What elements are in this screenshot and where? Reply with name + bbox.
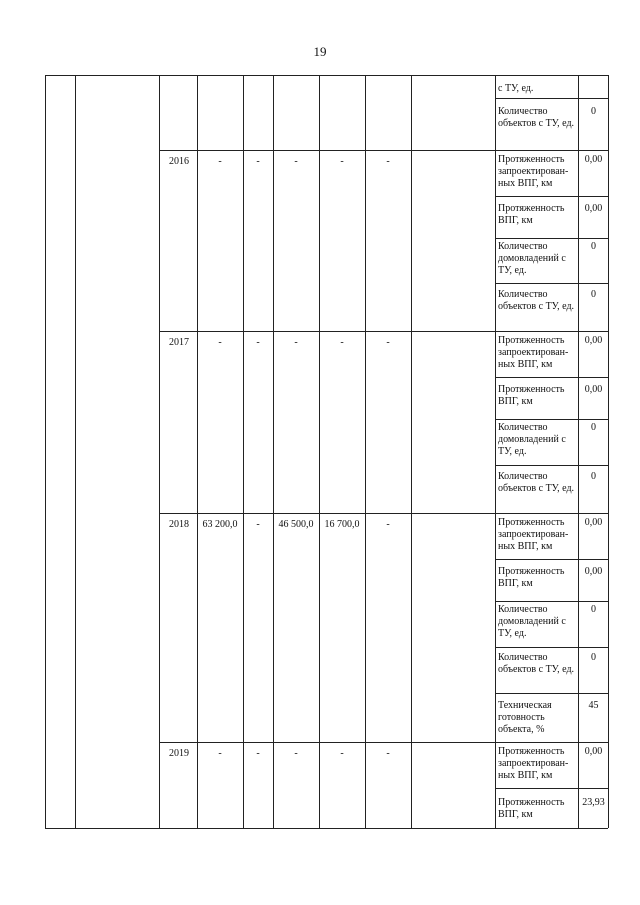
amount-cell: 46 500,0 — [278, 519, 314, 530]
amount-cell: - — [294, 156, 298, 167]
year-cell: 2017 — [169, 337, 189, 348]
indicator-value: 0,00 — [584, 517, 603, 528]
amount-cell: - — [256, 337, 260, 348]
indicator-row-divider — [495, 419, 608, 420]
amount-cell: - — [218, 337, 222, 348]
column-divider — [495, 75, 496, 828]
amount-cell: - — [340, 337, 344, 348]
indicator-label: Количество объектов с ТУ, ед. — [498, 106, 575, 130]
year-row-divider — [159, 331, 608, 332]
indicator-row-divider — [495, 98, 608, 99]
indicator-label: Протяженность ВПГ, км — [498, 797, 565, 821]
indicator-label: Количество объектов с ТУ, ед. — [498, 471, 575, 495]
amount-cell: - — [386, 519, 390, 530]
amount-cell: - — [218, 748, 222, 759]
indicator-label: Протяженность запроектирован-ных ВПГ, км — [498, 154, 569, 190]
column-divider — [197, 75, 198, 828]
amount-cell: 63 200,0 — [202, 519, 238, 530]
year-cell: 2019 — [169, 748, 189, 759]
amount-cell: - — [386, 156, 390, 167]
table-border-right — [608, 75, 609, 828]
indicator-label: Протяженность ВПГ, км — [498, 203, 565, 227]
indicator-value: 0,00 — [584, 746, 603, 757]
indicator-label: Количество объектов с ТУ, ед. — [498, 289, 575, 313]
indicator-row-divider — [495, 377, 608, 378]
indicator-row-divider — [495, 647, 608, 648]
indicator-value: 0 — [591, 604, 596, 615]
indicator-row-divider — [495, 238, 608, 239]
indicator-row-divider — [495, 788, 608, 789]
indicator-row-divider — [495, 283, 608, 284]
amount-cell: - — [218, 156, 222, 167]
column-divider — [319, 75, 320, 828]
amount-cell: - — [256, 519, 260, 530]
amount-cell: - — [294, 748, 298, 759]
indicator-label: с ТУ, ед. — [498, 83, 534, 94]
indicator-label: Протяженность запроектирован-ных ВПГ, км — [498, 746, 569, 782]
year-row-divider — [159, 513, 608, 514]
indicator-value: 0,00 — [584, 335, 603, 346]
year-row-divider — [159, 742, 608, 743]
amount-cell: - — [294, 337, 298, 348]
indicator-row-divider — [495, 559, 608, 560]
indicator-label: Количество домовладений с ТУ, ед. — [498, 422, 566, 458]
indicator-label: Протяженность ВПГ, км — [498, 566, 565, 590]
indicator-label: Количество домовладений с ТУ, ед. — [498, 241, 566, 277]
indicator-value: 0 — [591, 241, 596, 252]
amount-cell: - — [256, 748, 260, 759]
indicator-label: Протяженность ВПГ, км — [498, 384, 565, 408]
indicator-value: 45 — [588, 700, 599, 711]
column-divider — [159, 75, 160, 828]
amount-cell: - — [386, 748, 390, 759]
indicator-row-divider — [495, 196, 608, 197]
table-border-bottom — [45, 828, 608, 829]
amount-cell: 16 700,0 — [324, 519, 360, 530]
column-divider — [243, 75, 244, 828]
indicator-value: 0 — [591, 422, 596, 433]
table-border-left — [45, 75, 46, 828]
indicator-label: Протяженность запроектирован-ных ВПГ, км — [498, 517, 569, 553]
column-divider — [578, 75, 579, 828]
indicator-value: 0 — [591, 289, 596, 300]
indicator-value: 0 — [591, 471, 596, 482]
program-table — [45, 75, 608, 828]
indicator-row-divider — [495, 601, 608, 602]
column-divider — [75, 75, 76, 828]
indicator-value: 23,93 — [582, 797, 605, 808]
indicator-row-divider — [495, 693, 608, 694]
year-row-divider — [159, 150, 608, 151]
amount-cell: - — [340, 748, 344, 759]
column-divider — [411, 75, 412, 828]
indicator-value: 0,00 — [584, 384, 603, 395]
indicator-value: 0 — [591, 106, 596, 117]
indicator-value: 0 — [591, 652, 596, 663]
column-divider — [273, 75, 274, 828]
amount-cell: - — [386, 337, 390, 348]
indicator-value: 0,00 — [584, 203, 603, 214]
amount-cell: - — [256, 156, 260, 167]
indicator-label: Протяженность запроектирован-ных ВПГ, км — [498, 335, 569, 371]
column-divider — [365, 75, 366, 828]
amount-cell: - — [340, 156, 344, 167]
page-number: 19 — [313, 44, 327, 59]
year-cell: 2018 — [169, 519, 189, 530]
indicator-label: Количество домовладений с ТУ, ед. — [498, 604, 566, 640]
year-cell: 2016 — [169, 156, 189, 167]
table-border-top — [45, 75, 608, 76]
indicator-value: 0,00 — [584, 566, 603, 577]
indicator-label: Техническая готовность объекта, % — [498, 700, 552, 736]
indicator-label: Количество объектов с ТУ, ед. — [498, 652, 575, 676]
indicator-row-divider — [495, 465, 608, 466]
indicator-value: 0,00 — [584, 154, 603, 165]
